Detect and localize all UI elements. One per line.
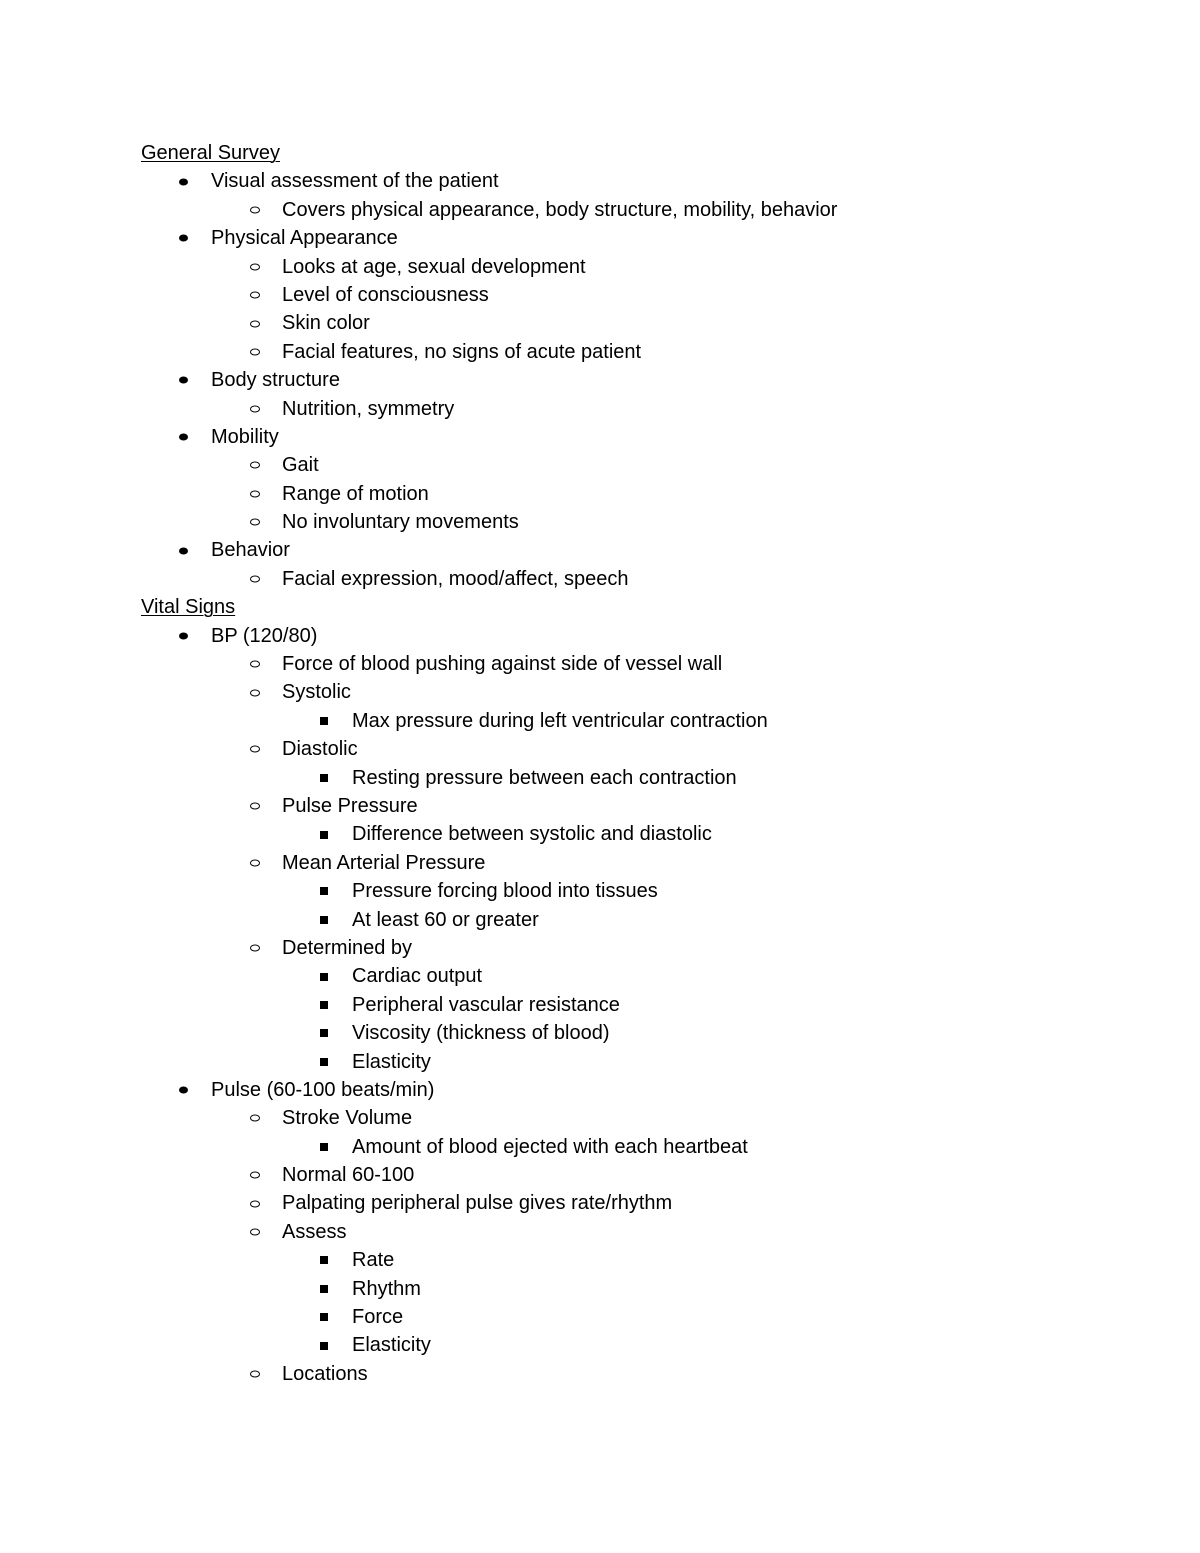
list-item-text: Normal 60-100 xyxy=(282,1164,415,1187)
list-item xyxy=(141,196,1141,224)
list-item xyxy=(141,395,1141,423)
list-item xyxy=(141,366,1141,394)
list-item xyxy=(141,1133,1141,1161)
list-item-text: Force xyxy=(352,1306,404,1329)
list-item xyxy=(141,1360,1141,1388)
hollow-circle-bullet-icon xyxy=(250,490,260,497)
list-item-text: Elasticity xyxy=(352,1334,431,1357)
list-item xyxy=(141,1019,1141,1047)
hollow-circle-bullet-icon xyxy=(250,206,260,213)
list-item xyxy=(141,1218,1141,1246)
list-item-text: Assess xyxy=(282,1220,347,1243)
filled-circle-bullet-icon xyxy=(179,434,188,441)
list-item xyxy=(141,1189,1141,1217)
list-item-text: Diastolic xyxy=(282,738,358,761)
filled-circle-bullet-icon xyxy=(179,178,188,185)
list-item xyxy=(141,877,1141,905)
list-item xyxy=(141,622,1141,650)
hollow-circle-bullet-icon xyxy=(250,1115,260,1122)
list-item xyxy=(141,906,1141,934)
hollow-circle-bullet-icon xyxy=(250,803,260,810)
filled-square-bullet-icon xyxy=(320,1029,328,1037)
hollow-circle-bullet-icon xyxy=(250,1370,260,1377)
list-item-text: Facial features, no signs of acute patient xyxy=(282,340,642,363)
list-item-text: Facial expression, mood/affect, speech xyxy=(282,567,629,590)
hollow-circle-bullet-icon xyxy=(250,405,260,412)
list-item-text: Skin color xyxy=(282,312,370,335)
list-item xyxy=(141,224,1141,252)
list-item-text: At least 60 or greater xyxy=(352,908,539,931)
filled-square-bullet-icon xyxy=(320,1342,328,1350)
filled-square-bullet-icon xyxy=(320,717,328,725)
filled-square-bullet-icon xyxy=(320,1143,328,1151)
list-item-text: Resting pressure between each contraction xyxy=(352,766,737,789)
list-item xyxy=(141,281,1141,309)
list-item-text: Peripheral vascular resistance xyxy=(352,993,620,1016)
hollow-circle-bullet-icon xyxy=(250,519,260,526)
list-item xyxy=(141,480,1141,508)
list-item xyxy=(141,565,1141,593)
list-item-text: Covers physical appearance, body structure, mobility, behavior xyxy=(282,198,838,221)
list-item-text: Range of motion xyxy=(282,482,429,505)
list-item-text: Force of blood pushing against side of vessel wall xyxy=(282,653,723,676)
hollow-circle-bullet-icon xyxy=(250,661,260,668)
section-heading: Vital Signs xyxy=(141,596,236,619)
list-item xyxy=(141,650,1141,678)
list-item-text: Mean Arterial Pressure xyxy=(282,851,486,874)
filled-circle-bullet-icon xyxy=(179,632,188,639)
list-item-text: Amount of blood ejected with each heartbeat xyxy=(352,1135,748,1158)
hollow-circle-bullet-icon xyxy=(250,1172,260,1179)
list-item-text: Systolic xyxy=(282,681,351,704)
list-item-text: Determined by xyxy=(282,936,413,959)
list-item xyxy=(141,962,1141,990)
filled-square-bullet-icon xyxy=(320,916,328,924)
list-item-text: Visual assessment of the patient xyxy=(211,170,499,193)
list-item xyxy=(141,849,1141,877)
list-item-text: Stroke Volume xyxy=(282,1107,413,1130)
list-item-text: Viscosity (thickness of blood) xyxy=(352,1022,610,1045)
list-item xyxy=(141,991,1141,1019)
hollow-circle-bullet-icon xyxy=(250,292,260,299)
hollow-circle-bullet-icon xyxy=(250,1229,260,1236)
hollow-circle-bullet-icon xyxy=(250,462,260,469)
list-item-text: Pulse (60-100 beats/min) xyxy=(211,1078,435,1101)
hollow-circle-bullet-icon xyxy=(250,320,260,327)
list-item-text: Pulse Pressure xyxy=(282,794,418,817)
list-item-text: Looks at age, sexual development xyxy=(282,255,586,278)
filled-square-bullet-icon xyxy=(320,973,328,981)
hollow-circle-bullet-icon xyxy=(250,348,260,355)
list-item xyxy=(141,1076,1141,1104)
list-item-text: Nutrition, symmetry xyxy=(282,397,455,420)
list-item xyxy=(141,1275,1141,1303)
filled-square-bullet-icon xyxy=(320,1256,328,1264)
list-item-text: Palpating peripheral pulse gives rate/rhythm xyxy=(282,1192,673,1215)
filled-square-bullet-icon xyxy=(320,1058,328,1066)
list-item-text: Physical Appearance xyxy=(211,227,398,250)
list-item-text: Body structure xyxy=(211,369,340,392)
list-item-text: Difference between systolic and diastolic xyxy=(352,823,712,846)
list-item-text: BP (120/80) xyxy=(211,624,318,647)
hollow-circle-bullet-icon xyxy=(250,945,260,952)
list-item xyxy=(141,451,1141,479)
filled-square-bullet-icon xyxy=(320,774,328,782)
list-item xyxy=(141,423,1141,451)
hollow-circle-bullet-icon xyxy=(250,689,260,696)
filled-circle-bullet-icon xyxy=(179,1087,188,1094)
list-item-text: Gait xyxy=(282,454,319,477)
list-item-text: Rhythm xyxy=(352,1277,421,1300)
filled-square-bullet-icon xyxy=(320,1313,328,1321)
hollow-circle-bullet-icon xyxy=(250,263,260,270)
list-item xyxy=(141,253,1141,281)
list-item-text: Max pressure during left ventricular contraction xyxy=(352,709,768,732)
list-item-text: No involuntary movements xyxy=(282,511,519,534)
document-body xyxy=(141,139,1141,1388)
list-item xyxy=(141,1104,1141,1132)
filled-circle-bullet-icon xyxy=(179,235,188,242)
list-item xyxy=(141,309,1141,337)
hollow-circle-bullet-icon xyxy=(250,859,260,866)
list-item-text: Locations xyxy=(282,1362,368,1385)
list-item xyxy=(141,1048,1141,1076)
list-item-text: Behavior xyxy=(211,539,290,562)
list-item-text: Cardiac output xyxy=(352,965,483,988)
list-item-text: Elasticity xyxy=(352,1050,431,1073)
list-item xyxy=(141,934,1141,962)
list-item-text: Rate xyxy=(352,1249,395,1272)
filled-square-bullet-icon xyxy=(320,1285,328,1293)
hollow-circle-bullet-icon xyxy=(250,576,260,583)
filled-circle-bullet-icon xyxy=(179,377,188,384)
list-item xyxy=(141,1331,1141,1359)
hollow-circle-bullet-icon xyxy=(250,746,260,753)
list-item xyxy=(141,338,1141,366)
list-item xyxy=(141,508,1141,536)
list-item xyxy=(141,1246,1141,1274)
list-item-text: Pressure forcing blood into tissues xyxy=(352,880,658,903)
filled-square-bullet-icon xyxy=(320,887,328,895)
hollow-circle-bullet-icon xyxy=(250,1200,260,1207)
list-item xyxy=(141,764,1141,792)
list-item xyxy=(141,735,1141,763)
list-item xyxy=(141,1303,1141,1331)
filled-circle-bullet-icon xyxy=(179,547,188,554)
list-item xyxy=(141,167,1141,195)
filled-square-bullet-icon xyxy=(320,1001,328,1009)
list-item xyxy=(141,707,1141,735)
list-item xyxy=(141,820,1141,848)
list-item xyxy=(141,792,1141,820)
list-item-text: Level of consciousness xyxy=(282,283,489,306)
filled-square-bullet-icon xyxy=(320,831,328,839)
list-item-text: Mobility xyxy=(211,425,279,448)
list-item xyxy=(141,678,1141,706)
section-heading: General Survey xyxy=(141,142,280,164)
list-item xyxy=(141,1161,1141,1189)
list-item xyxy=(141,536,1141,564)
